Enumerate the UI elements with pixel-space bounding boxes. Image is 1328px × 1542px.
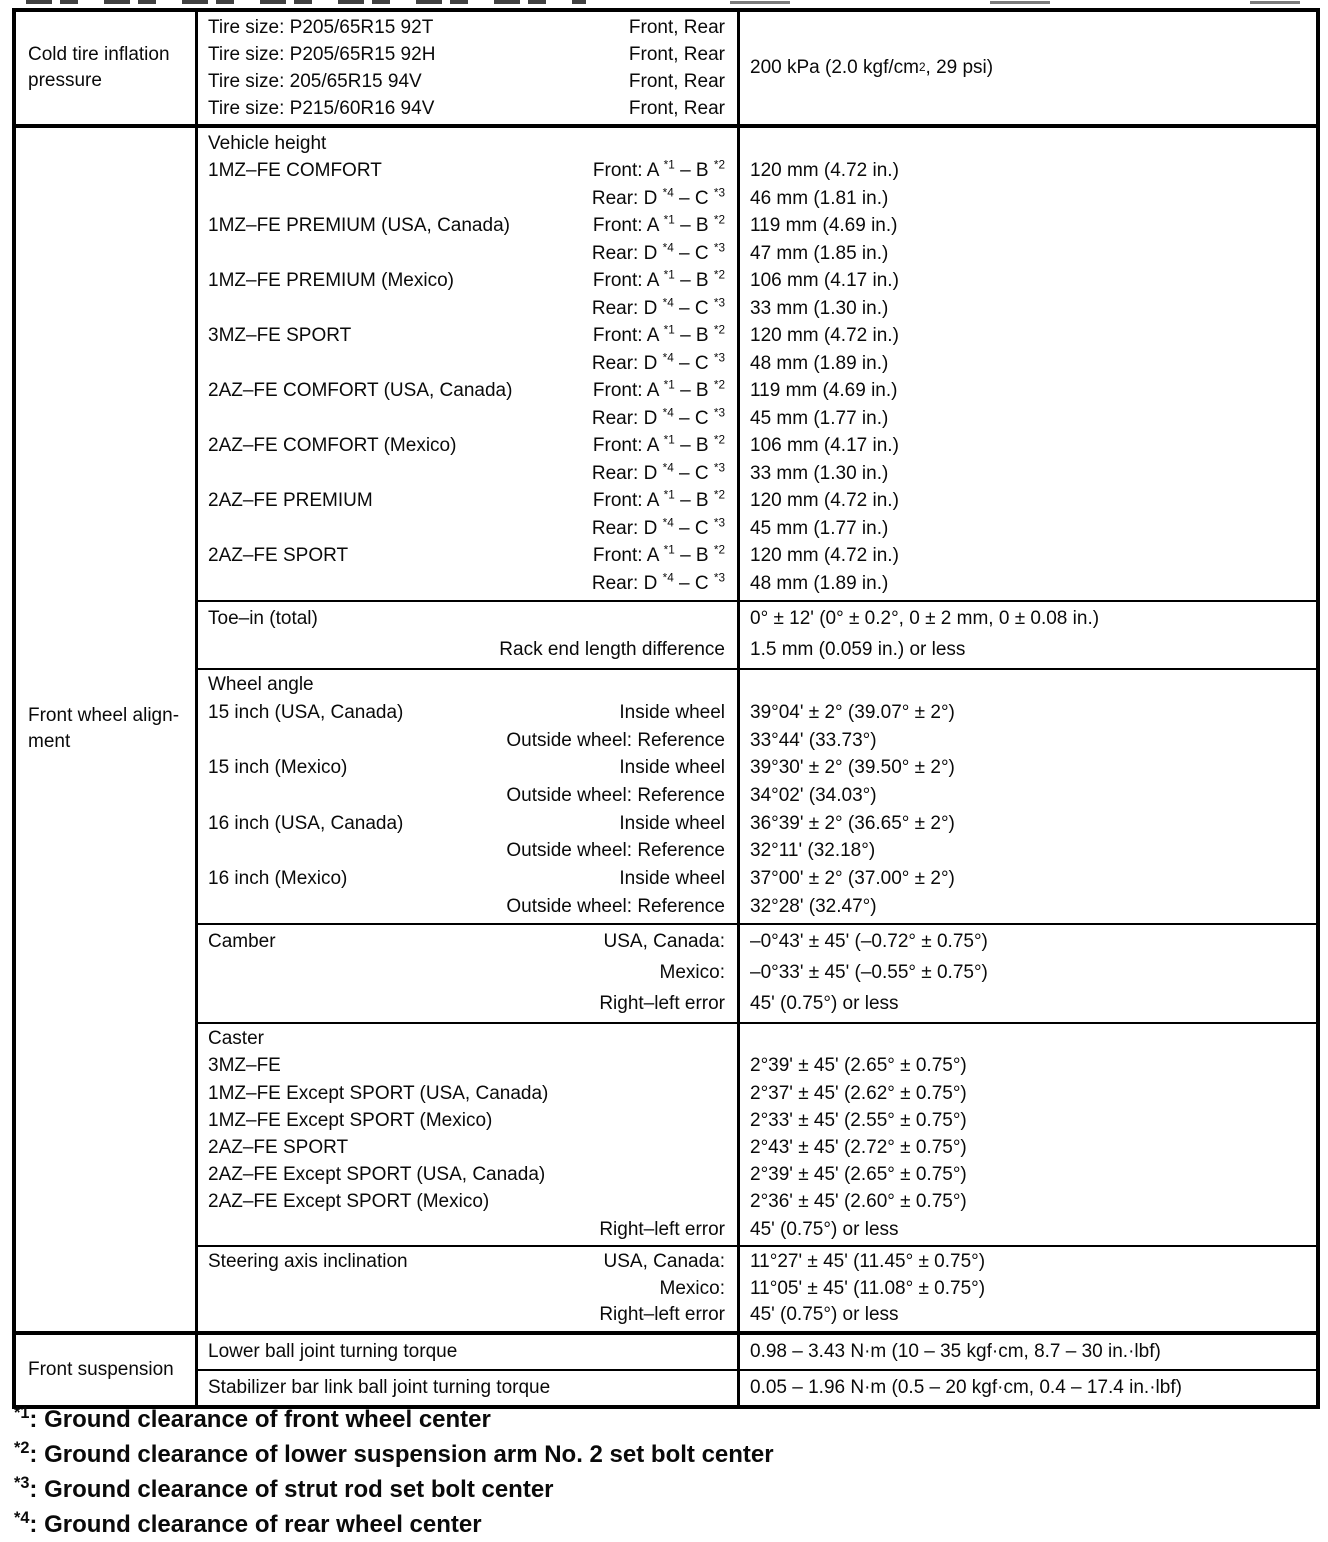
row-left [198, 1083, 737, 1105]
spec-label: 15 inch (USA, Canada) [208, 702, 404, 724]
spec-label: 2AZ–FE COMFORT (USA, Canada) [208, 380, 513, 402]
spec-value: 32°11' (32.18°) [750, 840, 876, 862]
spec-value: 2°43' ± 45' (2.72° ± 0.75°) [750, 1137, 967, 1159]
spec-qualifier: Right–left error [599, 1304, 725, 1326]
spec-qualifier: Outside wheel: Reference [506, 785, 725, 807]
row-left [198, 1304, 737, 1326]
table-row [198, 1026, 1316, 1053]
spec-block-stabilizer-link [198, 1369, 1316, 1405]
spec-qualifier: Rear: D $^{*4}$ – C $^{*3}$ [591, 241, 725, 264]
spec-value: 33 mm (1.30 in.) [750, 297, 889, 319]
table-row [198, 543, 1316, 571]
spec-value: –0°33' ± 45' (–0.55° ± 0.75°) [750, 962, 988, 984]
spec-value: 11°05' ± 45' (11.08° ± 0.75°) [750, 1277, 986, 1299]
spec-qualifier: Front: A $^{*1}$ – B $^{*2}$ [592, 323, 725, 347]
table-row [198, 604, 1316, 635]
section-rows-front-suspension [198, 1335, 1316, 1405]
spec-qualifier: Front, Rear [628, 43, 725, 65]
row-left [198, 188, 737, 210]
spec-label: 3MZ–FE SPORT [208, 325, 352, 347]
spec-qualifier: Mexico: [659, 1277, 725, 1299]
table-row [198, 755, 1316, 783]
table-row [198, 323, 1316, 351]
spec-label: Steering axis inclination [208, 1251, 408, 1273]
spec-value: 11°27' ± 45' (11.45° ± 0.75°) [750, 1251, 986, 1273]
table-row [198, 295, 1316, 323]
row-left [198, 1164, 737, 1186]
row-left [198, 1377, 737, 1399]
table-row [198, 158, 1316, 186]
section-cold-tire [16, 12, 1316, 124]
spec-qualifier: Rear: D $^{*4}$ – C $^{*3}$ [591, 406, 725, 429]
footnote: $^{*4}$: Ground clearance of rear wheel center [14, 1509, 482, 1538]
spec-label: Stabilizer bar link ball joint turning torque [208, 1376, 551, 1398]
row-left [198, 702, 737, 724]
table-row [198, 1276, 1316, 1303]
spec-value: 0° ± 12' (0° ± 0.2°, 0 ± 2 mm, 0 ± 0.08 in.) [750, 608, 1100, 629]
spec-value: 33°44' (33.73°) [750, 729, 877, 751]
row-left [198, 380, 737, 402]
spec-value: 45 mm (1.77 in.) [750, 407, 889, 429]
spec-value: 36°39' ± 2° (36.65° ± 2°) [750, 812, 955, 834]
row-left [198, 1191, 737, 1213]
column-divider-1 [195, 12, 198, 1405]
spec-qualifier: Front: A $^{*1}$ – B $^{*2}$ [592, 268, 725, 292]
table-row [198, 460, 1316, 488]
row-left [198, 518, 737, 540]
row-left [198, 463, 737, 485]
category-label: ment [28, 731, 71, 753]
row-left [198, 813, 737, 835]
row-left [198, 17, 737, 39]
spec-qualifier: Rear: D $^{*4}$ – C $^{*3}$ [591, 351, 725, 374]
spec-label: 2AZ–FE PREMIUM [208, 490, 373, 512]
spec-label: Caster [208, 1028, 264, 1050]
spec-qualifier: Front: A $^{*1}$ – B $^{*2}$ [592, 543, 725, 567]
table-row [198, 350, 1316, 378]
spec-qualifier: Rear: D $^{*4}$ – C $^{*3}$ [591, 516, 725, 539]
spec-qualifier: Outside wheel: Reference [506, 729, 725, 751]
spec-value: 34°02' (34.03°) [750, 785, 877, 807]
spec-label: 2AZ–FE COMFORT (Mexico) [208, 435, 457, 457]
spec-value: 33 mm (1.30 in.) [750, 462, 889, 484]
category-cell-front-wheel-alignment [16, 128, 198, 1331]
spec-qualifier: Outside wheel: Reference [506, 895, 725, 917]
merged-left-lines [198, 14, 737, 122]
table-row [198, 68, 737, 95]
table-row [198, 14, 737, 41]
row-left [198, 243, 737, 265]
spec-value: 2°36' ± 45' (2.60° ± 0.75°) [750, 1191, 967, 1213]
table-row [198, 1249, 1316, 1276]
table-row [198, 515, 1316, 543]
spec-label: 1MZ–FE PREMIUM (Mexico) [208, 270, 454, 292]
row-left [198, 1219, 737, 1241]
spec-label: 1MZ–FE Except SPORT (Mexico) [208, 1109, 493, 1131]
table-row [198, 1107, 1316, 1134]
footnote: $^{*2}$: Ground clearance of lower suspension arm No. 2 set bolt center [14, 1439, 774, 1468]
spec-qualifier: Inside wheel [619, 812, 725, 834]
footnotes [14, 1402, 774, 1542]
category-label: Front suspension [28, 1358, 174, 1380]
table-row [198, 268, 1316, 296]
row-left [198, 133, 737, 155]
row-left [198, 674, 737, 696]
table-row [198, 1373, 1316, 1403]
spec-qualifier: Front: A $^{*1}$ – B $^{*2}$ [592, 378, 725, 402]
footnote: $^{*3}$: Ground clearance of strut rod set bolt center [14, 1474, 554, 1503]
row-left [198, 325, 737, 347]
row-left [198, 962, 737, 984]
table-row [198, 1189, 1316, 1216]
table-row [198, 95, 737, 122]
spec-label: Lower ball joint turning torque [208, 1340, 458, 1362]
spec-qualifier: Rear: D $^{*4}$ – C $^{*3}$ [591, 571, 725, 594]
table-row [198, 782, 1316, 810]
spec-block-wheel-angle [198, 668, 1316, 923]
spec-value: 2°39' ± 45' (2.65° ± 0.75°) [750, 1055, 967, 1077]
table-row [198, 130, 1316, 158]
table-row [198, 240, 1316, 268]
category-cell-cold-tire [16, 12, 198, 124]
table-row [198, 1216, 1316, 1243]
spec-value: 120 mm (4.72 in.) [750, 545, 899, 567]
spec-block-steering-axis [198, 1245, 1316, 1331]
spec-value: 37°00' ± 2° (37.00° ± 2°) [750, 868, 955, 890]
spec-label: Wheel angle [208, 674, 314, 696]
row-left [198, 785, 737, 807]
spec-block-camber [198, 923, 1316, 1022]
spec-value: 1.5 mm (0.059 in.) or less [750, 639, 966, 660]
spec-value: 120 mm (4.72 in.) [750, 325, 899, 347]
table-row [198, 1053, 1316, 1080]
spec-value: 0.05 – 1.96 N·m (0.5 – 20 kgf·cm, 0.4 – 17.4 in.·lbf) [750, 1376, 1182, 1398]
spec-block-lower-ball-joint [198, 1335, 1316, 1369]
table-row [198, 927, 1316, 958]
spec-label: 16 inch (Mexico) [208, 868, 348, 890]
spec-qualifier: Front: A $^{*1}$ – B $^{*2}$ [592, 213, 725, 237]
section-rows-front-wheel-alignment [198, 128, 1316, 1331]
row-left [198, 1251, 737, 1273]
spec-qualifier: Front: A $^{*1}$ – B $^{*2}$ [592, 433, 725, 457]
table-row [198, 958, 1316, 989]
table-row [198, 41, 737, 68]
category-cell-front-suspension [16, 1335, 198, 1405]
table-row [198, 635, 1316, 666]
spec-label: Tire size: P205/65R15 92T [208, 16, 434, 38]
category-label: Cold tire inflation [28, 44, 170, 65]
row-left [198, 993, 737, 1015]
spec-value: 2°39' ± 45' (2.65° ± 0.75°) [750, 1164, 967, 1186]
row-left [198, 490, 737, 512]
row-left [198, 545, 737, 567]
spec-qualifier: Mexico: [659, 962, 725, 984]
spec-label: Tire size: P205/65R15 92H [208, 43, 436, 65]
spec-label: 1MZ–FE COMFORT [208, 160, 382, 182]
spec-qualifier: Front, Rear [628, 70, 725, 92]
row-left [198, 71, 737, 93]
spec-qualifier: Outside wheel: Reference [506, 840, 725, 862]
merged-row [198, 14, 1316, 122]
section-front-suspension [16, 1331, 1316, 1405]
spec-value: 39°04' ± 2° (39.07° ± 2°) [750, 702, 955, 724]
table-row [198, 1162, 1316, 1189]
spec-qualifier: Right–left error [599, 1218, 725, 1240]
table-row [198, 865, 1316, 893]
row-left [198, 840, 737, 862]
category-label: pressure [28, 70, 102, 91]
column-divider-2 [737, 12, 740, 1405]
spec-value: 119 mm (4.69 in.) [750, 380, 898, 402]
footnote: $^{*1}$: Ground clearance of front wheel center [14, 1404, 491, 1433]
spec-label: 16 inch (USA, Canada) [208, 812, 404, 834]
table-row [198, 989, 1316, 1020]
spec-label: 2AZ–FE SPORT [208, 1137, 349, 1159]
spec-label: Tire size: P215/60R16 94V [208, 97, 435, 119]
row-left [198, 1028, 737, 1050]
spec-value: 48 mm (1.89 in.) [750, 572, 889, 594]
section-front-wheel-alignment [16, 124, 1316, 1331]
row-left [198, 1055, 737, 1077]
table-row [198, 488, 1316, 516]
spec-qualifier: Rear: D $^{*4}$ – C $^{*3}$ [591, 296, 725, 319]
spec-value: 2°33' ± 45' (2.55° ± 0.75°) [750, 1109, 967, 1131]
spec-label: 2AZ–FE Except SPORT (USA, Canada) [208, 1164, 546, 1186]
spec-qualifier: Front, Rear [628, 97, 725, 119]
spec-value: 2°37' ± 45' (2.62° ± 0.75°) [750, 1082, 967, 1104]
table-row [198, 1080, 1316, 1107]
row-left [198, 215, 737, 237]
spec-value: 119 mm (4.69 in.) [750, 215, 898, 237]
spec-table [12, 8, 1320, 1409]
spec-label: 15 inch (Mexico) [208, 757, 348, 779]
row-left [198, 44, 737, 66]
spec-value: 32°28' (32.47°) [750, 895, 877, 917]
table-row [198, 672, 1316, 700]
scan-artifact [26, 0, 586, 4]
row-left [198, 868, 737, 890]
spec-value: –0°43' ± 45' (–0.72° ± 0.75°) [750, 931, 988, 953]
spec-qualifier: Inside wheel [619, 868, 725, 890]
spec-value: 200 kPa (2.0 kgf/cm 2 , 29 psi) [750, 57, 994, 78]
table-row [198, 838, 1316, 866]
row-left [198, 1137, 737, 1159]
spec-label: 1MZ–FE Except SPORT (USA, Canada) [208, 1082, 549, 1104]
spec-block-vehicle-height [198, 128, 1316, 600]
table-row [198, 185, 1316, 213]
scan-artifact [640, 1, 1300, 4]
spec-value: 106 mm (4.17 in.) [750, 270, 899, 292]
table-row [198, 405, 1316, 433]
category-label: Front wheel align- [28, 705, 180, 727]
row-left [198, 573, 737, 595]
row-left [198, 270, 737, 292]
row-left [198, 896, 737, 918]
spec-qualifier: USA, Canada: [603, 1251, 725, 1273]
row-left [198, 435, 737, 457]
row-left [198, 639, 737, 661]
spec-value: 106 mm (4.17 in.) [750, 435, 899, 457]
row-left [198, 608, 737, 630]
spec-value: 48 mm (1.89 in.) [750, 352, 889, 374]
spec-label: Camber [208, 931, 276, 953]
table-row [198, 433, 1316, 461]
spec-value: 45 mm (1.77 in.) [750, 517, 889, 539]
row-left [198, 160, 737, 182]
spec-block-toe-in [198, 600, 1316, 668]
spec-label: 1MZ–FE PREMIUM (USA, Canada) [208, 215, 510, 237]
spec-label: Tire size: 205/65R15 94V [208, 70, 422, 92]
row-left [198, 1110, 737, 1132]
spec-label: 2AZ–FE SPORT [208, 545, 349, 567]
spec-qualifier: Right–left error [599, 993, 725, 1015]
spec-qualifier: Rear: D $^{*4}$ – C $^{*3}$ [591, 186, 725, 209]
section-rows-cold-tire [198, 12, 1316, 124]
spec-value: 47 mm (1.85 in.) [750, 242, 889, 264]
table-row [198, 1302, 1316, 1329]
row-left [198, 1278, 737, 1300]
row-left [198, 298, 737, 320]
spec-qualifier: Front: A $^{*1}$ – B $^{*2}$ [592, 158, 725, 182]
spec-value: 45' (0.75°) or less [750, 993, 899, 1015]
spec-value: 39°30' ± 2° (39.50° ± 2°) [750, 757, 955, 779]
spec-value: 46 mm (1.81 in.) [750, 187, 889, 209]
spec-qualifier: Rear: D $^{*4}$ – C $^{*3}$ [591, 461, 725, 484]
spec-value: 0.98 – 3.43 N·m (10 – 35 kgf·cm, 8.7 – 30 in.·lbf) [750, 1340, 1161, 1362]
row-left [198, 353, 737, 375]
row-left [198, 98, 737, 120]
spec-label: Toe–in (total) [208, 608, 318, 629]
spec-qualifier: Rack end length difference [499, 639, 725, 660]
table-row [198, 699, 1316, 727]
spec-block-tire-sizes [198, 12, 1316, 124]
spec-value: 45' (0.75°) or less [750, 1218, 899, 1240]
spec-block-caster [198, 1022, 1316, 1246]
spec-qualifier: Front, Rear [628, 16, 725, 38]
table-row [198, 810, 1316, 838]
table-row [198, 378, 1316, 406]
table-row [198, 213, 1316, 241]
spec-value: 120 mm (4.72 in.) [750, 490, 899, 512]
row-left [198, 1341, 737, 1363]
table-row [198, 570, 1316, 598]
row-left [198, 931, 737, 953]
row-left [198, 408, 737, 430]
table-row [198, 893, 1316, 921]
table-row [198, 1134, 1316, 1161]
table-row [198, 727, 1316, 755]
spec-label: 3MZ–FE [208, 1055, 281, 1077]
spec-label: Vehicle height [208, 132, 327, 154]
spec-qualifier: Inside wheel [619, 757, 725, 779]
spec-qualifier: Inside wheel [619, 702, 725, 724]
spec-label: 2AZ–FE Except SPORT (Mexico) [208, 1191, 490, 1213]
spec-value: 45' (0.75°) or less [750, 1304, 899, 1326]
row-left [198, 757, 737, 779]
spec-qualifier: USA, Canada: [603, 931, 725, 953]
table-row [198, 1337, 1316, 1367]
row-left [198, 730, 737, 752]
spec-qualifier: Front: A $^{*1}$ – B $^{*2}$ [592, 488, 725, 512]
spec-value: 120 mm (4.72 in.) [750, 160, 899, 182]
